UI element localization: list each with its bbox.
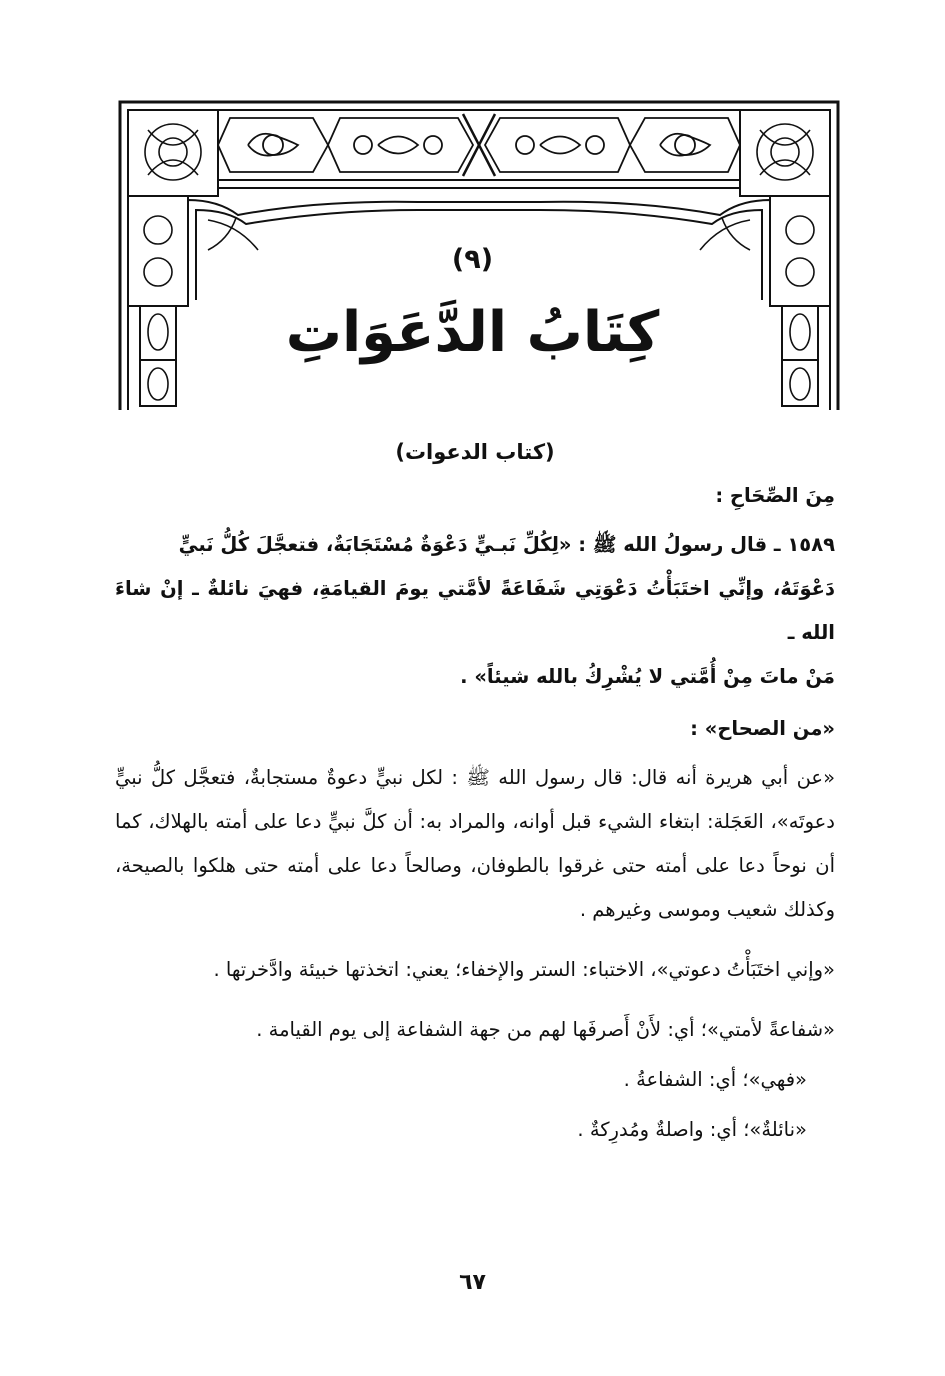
book-subtitle: (كتاب الدعوات): [395, 440, 555, 464]
page-content: [115, 440, 835, 1152]
hadith-line: دَعْوَتَهُ، وإنِّي اختَبَأْتُ دَعْوَتِي شَفَاعَةً لأمَّتي يومَ القيامَةِ، فهيَ نائلةٌ ـ إنْ شاءَ الله ـ: [115, 577, 835, 644]
page-number: ٦٧: [459, 1270, 486, 1295]
hadith-line: ١٥٨٩ ـ قال رسولُ الله ﷺ : «لِكُلِّ نَبـيٍّ دَعْوَةٌ مُسْتَجَابَةٌ، فتعجَّلَ كُلُّ نَبيٍّ: [178, 533, 835, 556]
hadith-line: مَنْ ماتَ مِنْ أُمَّتي لا يُشْرِكُ بالله شيئاً» .: [460, 665, 835, 688]
commentary-paragraph: «نائلةٌ»؛ أي: واصلةٌ ومُدرِكةٌ .: [577, 1118, 807, 1141]
hadith-block: [115, 523, 835, 699]
commentary-paragraph: «شفاعةً لأمتي»؛ أي: لأَنْ أَصرفَها لهم من جهة الشفاعة إلى يوم القيامة .: [256, 1018, 835, 1041]
chapter-title-calligraphy: كِتَابُ الدَّعَوَاتِ: [285, 300, 660, 365]
commentary-paragraph: «فهي»؛ أي: الشفاعةُ .: [623, 1068, 807, 1091]
commentary-heading: «من الصحاح» :: [690, 717, 835, 740]
chapter-number: (٩): [451, 244, 494, 275]
commentary-paragraph: «عن أبي هريرة أنه قال: قال رسول الله ﷺ : لكل نبيٍّ دعوةٌ مستجابةٌ، فتعجَّل كلُّ نبيٍّ دعوتَه»، العَجَلة: ابتغاء الشيء قبل أوانه، والمراد به: أن كلَّ نبيٍّ دعا على أمته بالهلاك، كما أن نوحاً دعا على أمته حتى غرقوا بالطوفان، وصالحاً دعا على أمته حتى هلكوا بالصيحة، وكذلك شعيب وموسى وغيرهم .: [115, 766, 835, 921]
commentary-paragraph: «وإني اختَبَأْتُ دعوتي»، الاختباء: الستر والإخفاء؛ يعني: اتخذتها خبيئة وادَّخرتها .: [213, 958, 835, 981]
section-heading-sihah: مِنَ الصِّحَاحِ :: [715, 484, 835, 507]
